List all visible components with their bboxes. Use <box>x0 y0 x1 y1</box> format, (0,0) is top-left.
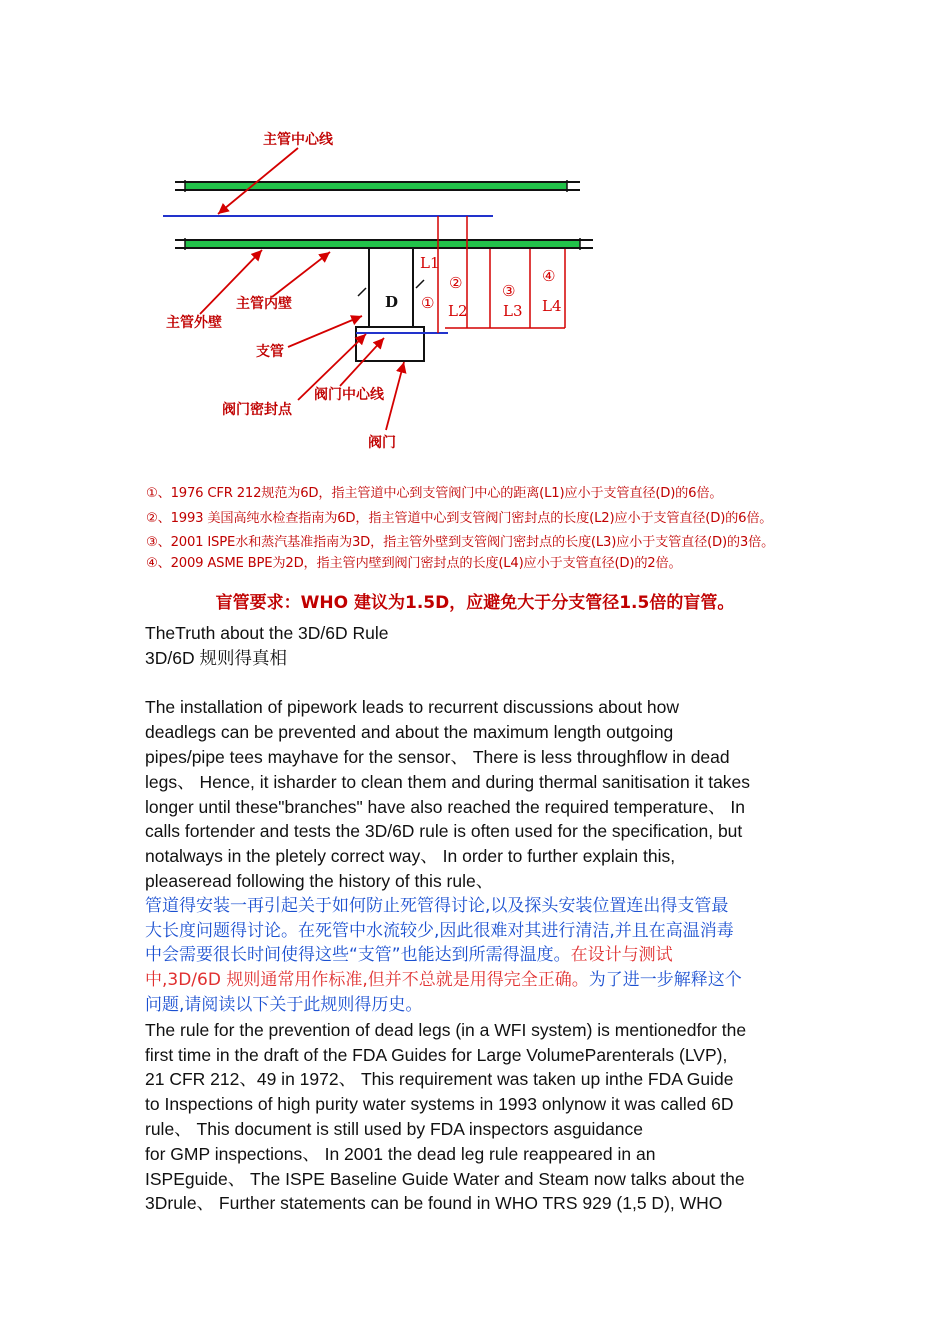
label-main-center-line: 主管中心线 <box>263 132 333 148</box>
label-valve: 阀门 <box>368 435 396 451</box>
valve-body <box>356 327 448 361</box>
label-valve-center-line: 阀门中心线 <box>314 387 384 403</box>
marker-l4: L4 <box>542 297 562 315</box>
marker-l2: L2 <box>448 302 468 320</box>
label-branch-pipe: 支管 <box>256 344 284 360</box>
marker-l3: L3 <box>503 302 523 320</box>
marker-l1: L1 <box>420 254 440 272</box>
arrow-branch-pipe <box>288 316 362 347</box>
diameter-d-label: D <box>385 293 399 311</box>
arrow-valve <box>386 362 404 430</box>
marker-c3: ③ <box>502 282 516 300</box>
marker-c4: ④ <box>542 267 556 285</box>
main-pipe-top-wall <box>175 180 580 192</box>
note-2: ②、1993 美国高纯水检查指南为6D，指主管道中心到支管阀门密封点的长度(L2)应小于支管直径(D)的6倍。 <box>146 511 773 526</box>
paragraph-2-en: The rule for the prevention of dead legs (in a WFI system) is mentionedfor the first time in the draft of the FDA Guides for Large VolumeParenterals (LVP), 21 CFR 212、49 in 1972、 This requirement was taken up inthe FDA Guide to Inspections of high purity water systems in 1993 onlynow it was called 6D rule、 This document is still used by FDA inspectors asguidance for GMP inspections、 In 2001 the dead leg rule reappeared in an ISPEguide、 The ISPE Baseline Guide Water and Steam now talks about the 3Drule、 Further statements can be found in WHO TRS 929 (1,5 D), WHO <box>145 1019 747 1214</box>
arrow-main-inner-wall <box>272 252 330 297</box>
branch-pipe <box>358 249 424 328</box>
note-4: ④、2009 ASME BPE为2D，指主管内壁到阀门密封点的长度(L4)应小于支管直径(D)的2倍。 <box>146 556 682 571</box>
deadleg-summary: 盲管要求：WHO 建议为1.5D，应避免大于分支管径1.5倍的盲管。 <box>215 593 735 613</box>
note-3: ③、2001 ISPE水和蒸汽基准指南为3D，指主管外壁到支管阀门密封点的长度(L3)应小于支管直径(D)的3倍。 <box>146 535 775 550</box>
article-title-zh: 3D/6D 规则得真相 <box>145 647 287 668</box>
main-pipe-bottom-wall <box>175 238 593 250</box>
paragraph-1-en: The installation of pipework leads to recurrent discussions about how deadlegs can be prevented and about the maximum length outgoing pipes/pipe tees mayhave for the sensor、 There is less throughflow in dead legs、 Hence, it isharder to clean them and during thermal sanitisation it takes longer until these"branches" have also reached the required temperature、 In calls fortender and tests the 3D/6D rule is often used for the specification, but notalways in the pletely correct way、 In order to further explain this, pleaseread following the history of this rule、 <box>145 697 751 891</box>
note-1: ①、1976 CFR 212规范为6D，指主管道中心到支管阀门中心的距离(L1)应小于支管直径(D)的6倍。 <box>146 486 723 501</box>
marker-c2: ② <box>449 274 463 292</box>
article-body <box>145 621 825 1216</box>
label-main-inner-wall: 主管内壁 <box>236 296 292 312</box>
label-main-outer-wall: 主管外壁 <box>166 315 222 331</box>
marker-c1: ① <box>421 294 435 312</box>
article-title-en: TheTruth about the 3D/6D Rule <box>145 623 389 643</box>
dead-leg-diagram <box>0 0 950 470</box>
label-valve-seal-point: 阀门密封点 <box>222 402 292 418</box>
paragraph-1-zh: 管道得安装一再引起关于如何防止死管得讨论,以及探头安装位置连出得支管最 大长度问题得讨论。在死管中水流较少,因此很难对其进行清洁,并且在高温消毒 中会需要很长时间使得这些“支管”也能达到所需得温度。在设计与测试 中,3D/6D 规则通常用作标准,但并不总就是用得完全正确。为了进一步解释这个 问题,请阅读以下关于此规则得历史。 <box>145 895 742 1015</box>
